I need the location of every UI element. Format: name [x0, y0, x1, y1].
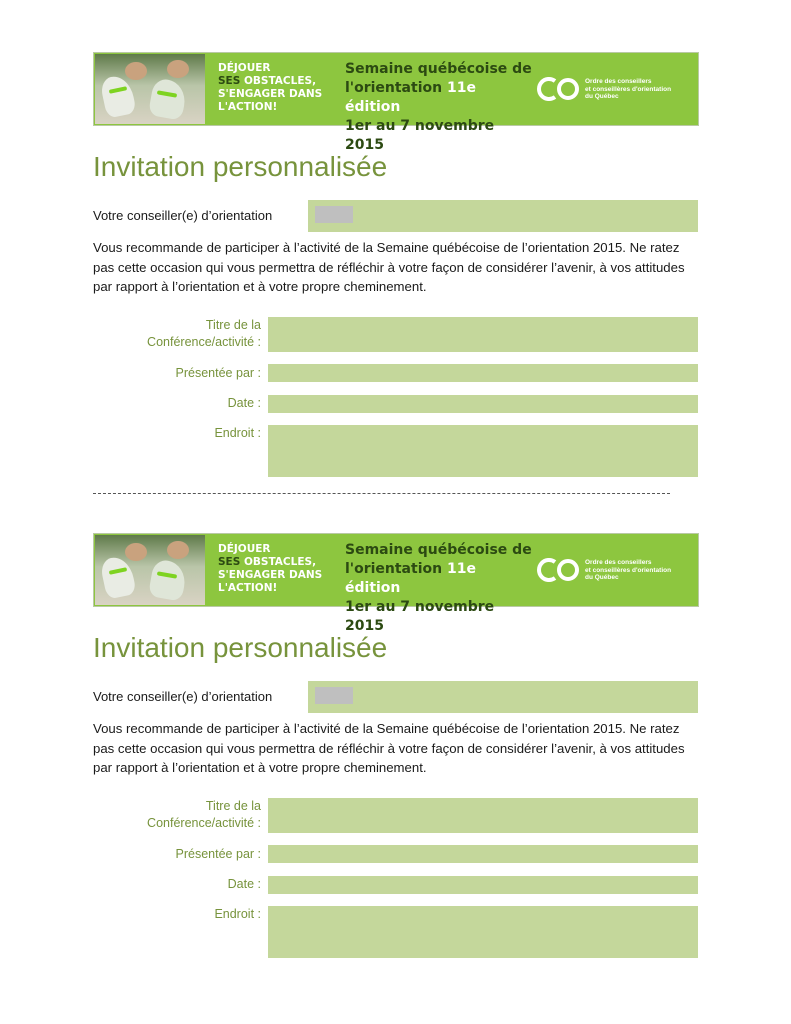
- activity-title-label: Titre de la Conférence/activité :: [147, 798, 261, 830]
- location-label: Endroit :: [214, 425, 261, 440]
- banner-slogan: DÉJOUER SES OBSTACLES, S'ENGAGER DANS L'ACTION!: [218, 543, 323, 594]
- presented-by-label: Présentée par :: [175, 365, 261, 380]
- activity-title-field[interactable]: [268, 317, 698, 352]
- activity-form: [93, 317, 699, 477]
- event-banner: [93, 52, 699, 153]
- activity-title-field[interactable]: [268, 798, 698, 833]
- activity-title-label: Titre de la Conférence/activité :: [147, 317, 261, 349]
- counselor-name-field[interactable]: [308, 200, 698, 232]
- banner-organization: Ordre des conseillers et conseillères d'orientation du Québec: [585, 78, 672, 100]
- intro-paragraph: Vous recommande de participer à l’activité de la Semaine québécoise de l’orientation 2015. Ne ratez pas cette occasion qui vous permettra de réfléchir à votre façon de considérer l’avenir, à vos attitudes par rapport à l’orientation et à votre propre cheminement.: [93, 240, 685, 294]
- counselor-row: [93, 200, 699, 232]
- cut-line-separator: [93, 493, 670, 494]
- intro-paragraph: Vous recommande de participer à l’activité de la Semaine québécoise de l’orientation 2015. Ne ratez pas cette occasion qui vous permettra de réfléchir à votre façon de considérer l’avenir, à vos attitudes par rapport à l’orientation et à votre propre cheminement.: [93, 721, 685, 775]
- invitation-card-1: [93, 52, 699, 477]
- presented-by-field[interactable]: [268, 364, 698, 382]
- redacted-name: [315, 206, 353, 223]
- location-field[interactable]: [268, 906, 698, 958]
- presented-by-field[interactable]: [268, 845, 698, 863]
- banner-slogan: DÉJOUER SES OBSTACLES, S'ENGAGER DANS L'ACTION!: [218, 62, 323, 113]
- activity-form: [93, 798, 699, 958]
- date-field[interactable]: [268, 876, 698, 894]
- banner-event-info: Semaine québécoise de l'orientation 11e édition 1er au 7 novembre 2015: [345, 61, 532, 153]
- location-label: Endroit :: [214, 906, 261, 921]
- counselor-label: Votre conseiller(e) d’orientation: [93, 208, 273, 223]
- page-title: Invitation personnalisée: [93, 151, 388, 182]
- date-field[interactable]: [268, 395, 698, 413]
- redacted-name: [315, 687, 353, 704]
- page-title: Invitation personnalisée: [93, 632, 388, 663]
- counselor-row: [93, 681, 699, 713]
- ordre-logo-icon: [535, 76, 583, 102]
- counselor-name-field[interactable]: [308, 681, 698, 713]
- running-shoes-photo: [95, 535, 205, 605]
- banner-event-info: Semaine québécoise de l'orientation 11e édition 1er au 7 novembre 2015: [345, 542, 532, 634]
- location-field[interactable]: [268, 425, 698, 477]
- presented-by-label: Présentée par :: [175, 846, 261, 861]
- running-shoes-photo: [95, 54, 205, 124]
- counselor-label: Votre conseiller(e) d’orientation: [93, 689, 273, 704]
- event-banner: [93, 533, 699, 634]
- date-label: Date :: [227, 395, 261, 410]
- ordre-logo-icon: [535, 557, 583, 583]
- banner-organization: Ordre des conseillers et conseillères d'orientation du Québec: [585, 559, 672, 581]
- date-label: Date :: [227, 876, 261, 891]
- invitation-card-2: [93, 533, 699, 958]
